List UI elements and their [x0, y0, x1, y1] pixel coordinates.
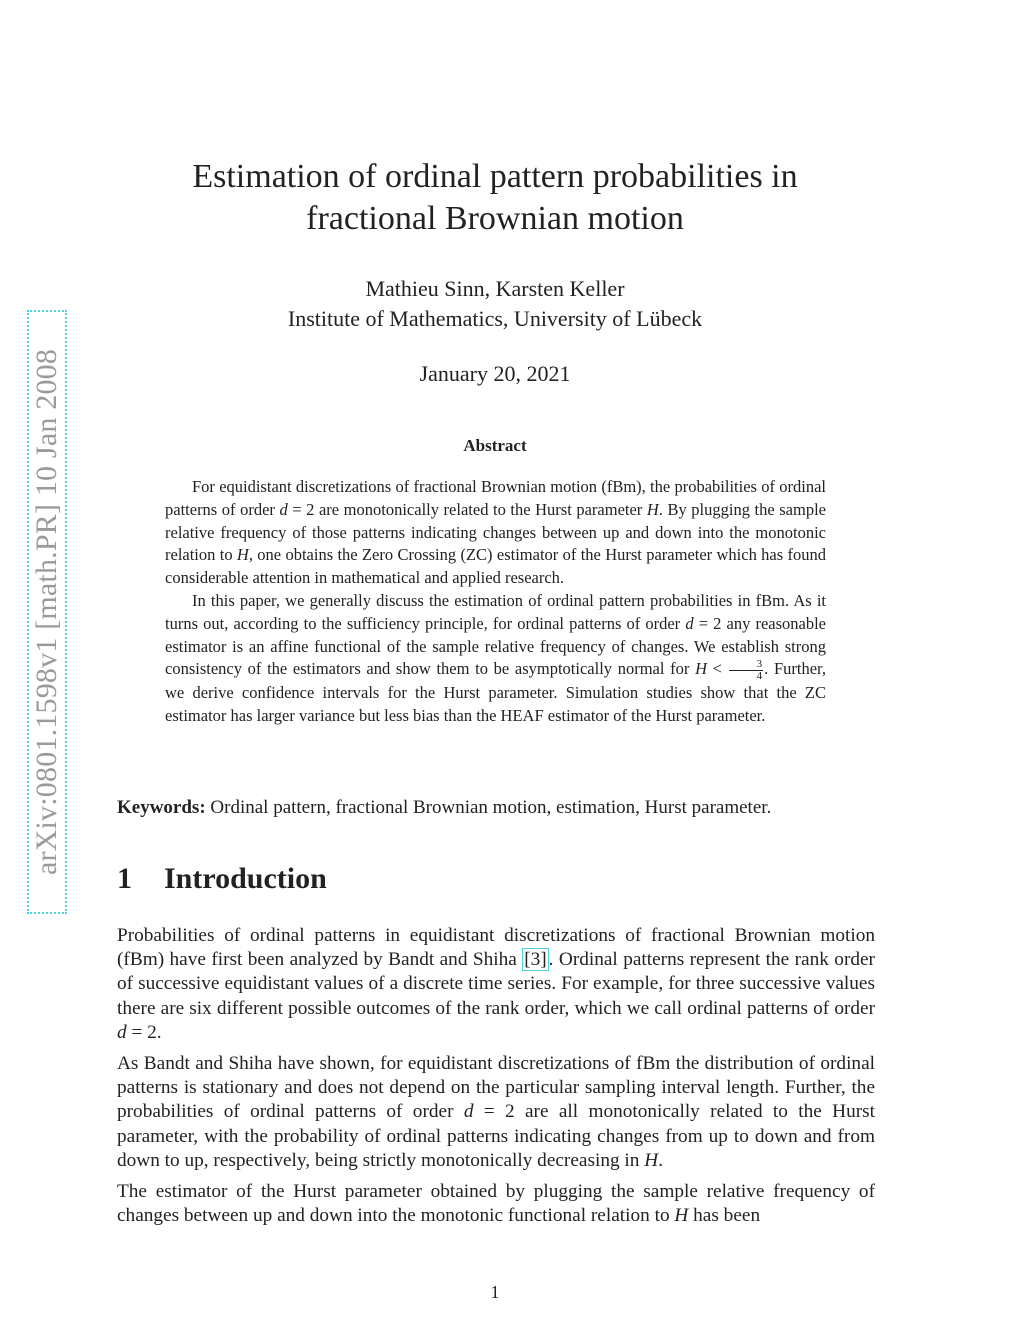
keywords-label: Keywords: — [117, 797, 206, 818]
section-number: 1 — [117, 862, 132, 895]
affiliation: Institute of Mathematics, University of Lübeck — [287, 306, 703, 331]
date: January 20, 2021 — [419, 361, 571, 386]
title-line-1: Estimation of ordinal pattern probabilities in — [192, 158, 798, 195]
intro-paragraph-1: Probabilities of ordinal patterns in equidistant discretizations of fractional Brownian motion (fBm) have first been analyzed by Bandt and Shiha [3] . Ordinal patterns represent the rank order of successive equidistant values of a discrete time series. For example, for three successive values there are six different possible outcomes of the rank order, which we call ordinal patterns of order d = 2. — [117, 925, 875, 1043]
authors: Mathieu Sinn, Karsten Keller — [365, 276, 625, 301]
intro-paragraph-3: The estimator of the Hurst parameter obtained by plugging the sample relative frequency of changes between up and down into the monotonic functional relation to H has been — [117, 1181, 875, 1227]
abstract-body — [165, 476, 826, 728]
arxiv-side-stamp[interactable]: arXiv:0801.1598v1 [math.PR] 10 Jan 2008 — [27, 310, 67, 914]
keywords-text: Ordinal pattern, fractional Brownian motion, estimation, Hurst parameter. — [205, 797, 772, 818]
abstract-heading: Abstract — [463, 436, 527, 455]
introduction-body — [117, 924, 875, 1235]
title-line-2: fractional Brownian motion — [306, 200, 684, 237]
abstract-paragraph-2: In this paper, we generally discuss the estimation of ordinal pattern probabilities in fBm. As it turns out, according to the sufficiency principle, for ordinal patterns of order d = 2 any reasonable estimator is an affine functional of the sample relative frequency of changes. We establish strong consistency of the estimators and show them to be asymptotically normal for H < $\frac{3}{4}$ . Further, we derive confidence intervals for the Hurst parameter. Simulation studies show that the ZC estimator has larger variance but less bias than the HEAF estimator of the Hurst parameter. — [165, 590, 826, 725]
intro-paragraph-2: As Bandt and Shiha have shown, for equidistant discretizations of fBm the distribution of ordinal patterns is stationary and does not depend on the particular sampling interval length. Further, the probabilities of ordinal patterns of order d = 2 are all monotonically related to the Hurst parameter, with the probability of ordinal patterns indicating changes from up to down and from down to up, respectively, being strictly monotonically decreasing in H. — [117, 1053, 875, 1171]
page-number: 1 — [490, 1282, 500, 1302]
paper-title — [120, 156, 870, 240]
abstract-paragraph-1: For equidistant discretizations of fractional Brownian motion (fBm), the probabilities of ordinal patterns of order d = 2 are monotonically related to the Hurst parameter H. By plugging the sample relative frequency of those patterns indicating changes between up and down into the monotonic relation to H, one obtains the Zero Crossing (ZC) estimator of the Hurst parameter which has found considerable attention in mathematical and applied research. — [165, 477, 826, 588]
citation-link[interactable]: [3] — [524, 949, 547, 971]
fraction-three-quarters: $\frac{3}{4}$ — [729, 659, 764, 682]
section-heading — [117, 862, 327, 896]
keywords — [117, 797, 877, 819]
section-title: Introduction — [164, 862, 327, 895]
